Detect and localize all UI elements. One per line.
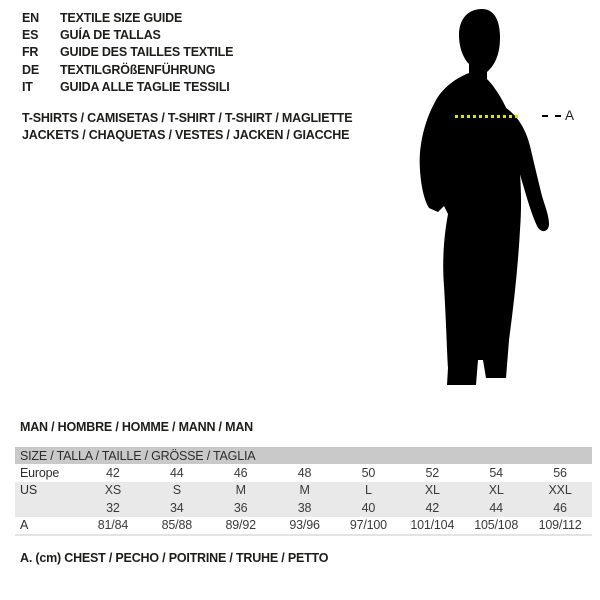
table-cell: 89/92 — [225, 518, 256, 533]
table-cell: 44 — [489, 500, 503, 515]
chest-measure-dotted-line — [455, 115, 519, 118]
table-cell: 101/104 — [410, 518, 455, 533]
table-cell: 85/88 — [161, 518, 192, 533]
language-code: DE — [22, 62, 39, 77]
measure-label-a: A — [565, 108, 575, 123]
table-row-us — [15, 482, 592, 500]
list-item — [22, 44, 233, 61]
table-cell: XXL — [548, 483, 572, 498]
size-table — [15, 447, 592, 536]
table-cell: 54 — [489, 465, 503, 480]
table-cell: 48 — [297, 465, 312, 480]
language-code: IT — [22, 80, 33, 95]
table-row-chest-a — [15, 517, 592, 535]
language-code: ES — [22, 28, 39, 43]
table-cell: M — [235, 483, 246, 498]
table-row-europe — [15, 464, 592, 482]
language-list — [22, 9, 233, 96]
measure-dash-line — [542, 115, 561, 117]
size-table-header: SIZE / TALLA / TAILLE / GRÖSSE / TAGLIA — [15, 447, 592, 464]
table-cell: 44 — [170, 465, 184, 480]
row-label: Europe — [20, 465, 60, 480]
table-cell: 42 — [425, 500, 440, 515]
language-code: FR — [22, 45, 39, 60]
man-silhouette — [408, 8, 568, 388]
row-label: US — [20, 483, 37, 498]
language-title: GUIDE DES TAILLES TEXTILE — [60, 45, 234, 60]
table-cell: 40 — [361, 500, 376, 515]
row-label: A — [20, 518, 29, 533]
table-cell: 46 — [553, 500, 567, 515]
language-title: TEXTILGRÖßENFÜHRUNG — [60, 62, 216, 77]
list-item — [22, 61, 233, 78]
list-item — [22, 79, 233, 96]
table-cell: 32 — [106, 500, 120, 515]
table-cell: L — [365, 483, 372, 498]
table-cell: 56 — [553, 465, 567, 480]
section-title-man: MAN / HOMBRE / HOMME / MANN / MAN — [20, 420, 253, 434]
list-item — [22, 9, 233, 26]
table-cell: 105/108 — [474, 518, 519, 533]
table-cell: 97/100 — [349, 518, 387, 533]
table-row-alt-size — [15, 499, 592, 517]
table-cell: 38 — [297, 500, 312, 515]
table-cell: 34 — [170, 500, 184, 515]
table-cell: 52 — [425, 465, 440, 480]
table-cell: 50 — [361, 465, 376, 480]
table-cell: 81/84 — [97, 518, 129, 533]
table-cell: XL — [488, 483, 504, 498]
table-cell: 42 — [106, 465, 120, 480]
table-cell: XS — [104, 483, 122, 498]
language-title: TEXTILE SIZE GUIDE — [60, 10, 183, 25]
table-cell: M — [299, 483, 310, 498]
measurement-footnote: A. (cm) CHEST / PECHO / POITRINE / TRUHE / PETTO — [20, 551, 329, 565]
table-cell: 93/96 — [289, 518, 320, 533]
garment-categories — [22, 110, 352, 144]
table-cell: XL — [424, 483, 440, 498]
category-line-tshirts: T-SHIRTS / CAMISETAS / T-SHIRT / T-SHIRT / MAGLIETTE — [22, 111, 353, 125]
category-line-jackets: JACKETS / CHAQUETAS / VESTES / JACKEN / GIACCHE — [22, 128, 350, 142]
table-cell: 46 — [233, 465, 248, 480]
table-cell: 109/112 — [538, 518, 582, 533]
list-item — [22, 26, 233, 43]
language-title: GUIDA ALLE TAGLIE TESSILI — [60, 80, 230, 95]
table-cell: 36 — [233, 500, 248, 515]
language-code: EN — [22, 10, 39, 25]
table-cell: S — [172, 483, 181, 498]
language-title: GUÍA DE TALLAS — [60, 28, 161, 43]
